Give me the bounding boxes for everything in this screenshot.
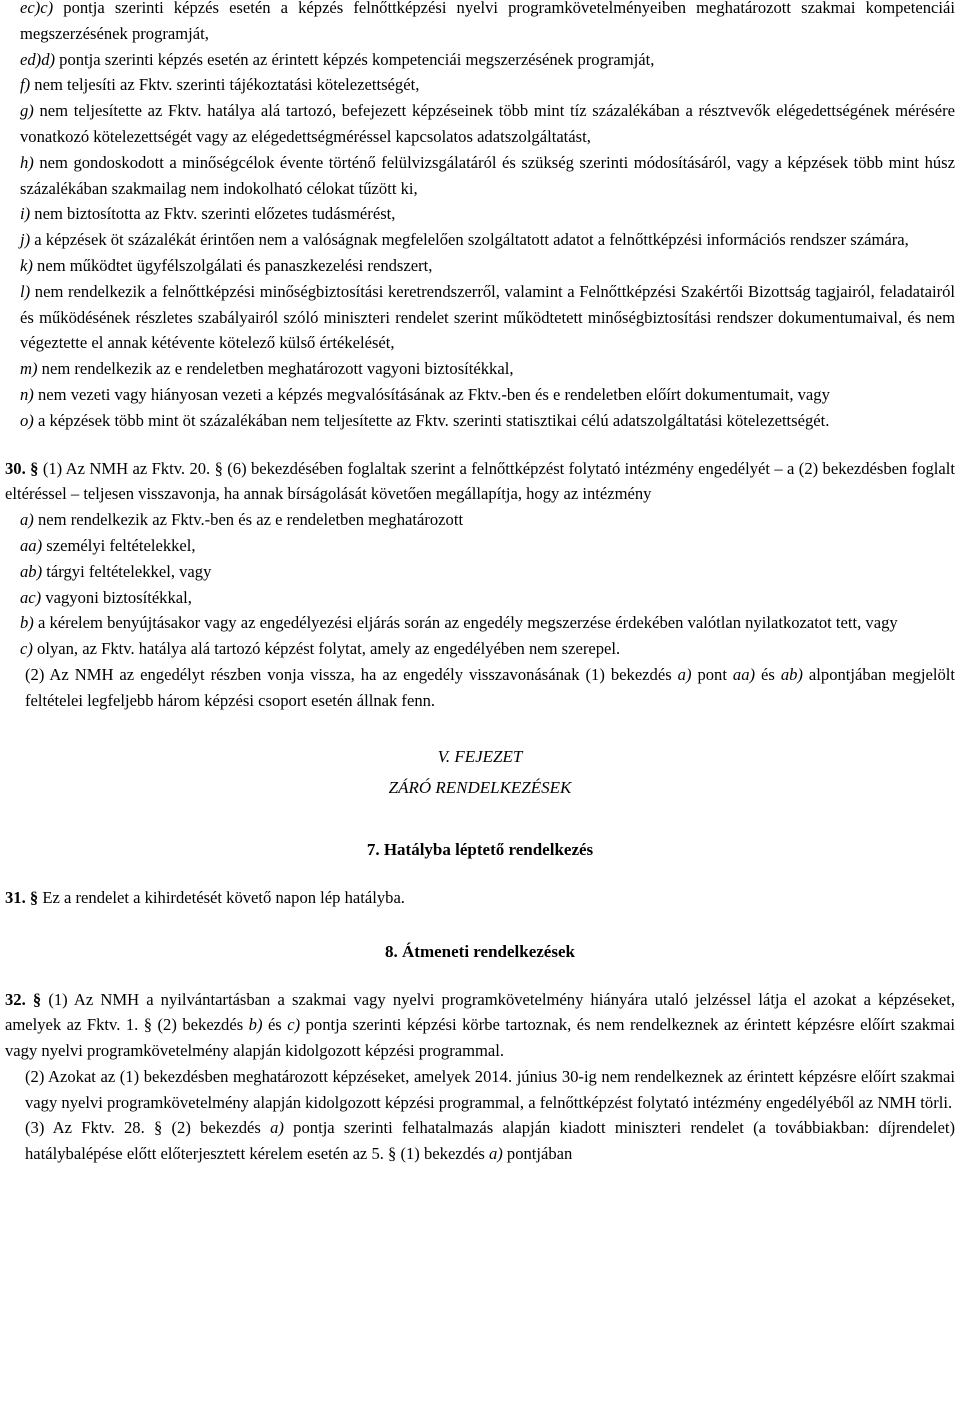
list-marker: aa) bbox=[20, 535, 43, 555]
list-text: nem rendelkezik a felnőttképzési minőségbiztosítási keretrendszerről, valamint a Felnőttképzési Szakértői Bizottság tagjairól, feladatairól és működésének részletes szabályairól szóló miniszteri rendelet szerint működtetett minőségbiztosítási rendszer dokumentumaival, és nem végeztette el annak kétévente kötelező külső értékelését, bbox=[20, 281, 955, 353]
list-marker: ed)d) bbox=[20, 49, 56, 69]
list-item bbox=[5, 98, 955, 150]
list-marker: ec)c) bbox=[20, 0, 54, 17]
list-item bbox=[5, 0, 955, 47]
text-run: a) bbox=[677, 664, 692, 684]
list-text: személyi feltételekkel, bbox=[42, 535, 196, 555]
text-run: ab) bbox=[780, 664, 803, 684]
section-30-paragraph-2 bbox=[5, 662, 955, 714]
section-number: 31. bbox=[5, 887, 26, 907]
section-32-paragraph-1 bbox=[5, 987, 955, 1064]
subtitle-7: 7. Hatályba léptető rendelkezés bbox=[366, 840, 594, 860]
section-text: (1) Az NMH az Fktv. 20. § (6) bekezdésében foglaltak szerint a felnőttképzést folytató intézmény engedélyét – a (2) bekezdésben foglalt eltéréssel – teljesen visszavonja, ha annak bírságolását követően megállapítja, hogy az intézmény bbox=[5, 458, 955, 504]
list-marker: ab) bbox=[20, 561, 43, 581]
text-run: pontja szerinti képzési körbe tartoznak, és nem rendelkeznek az érintett képzésre előírt szakmai vagy nyelvi programkövetelmény alapján kidolgozott képzési programmal. bbox=[5, 1015, 955, 1061]
text-run: (1) Az NMH a nyilvántartásban a szakmai vagy nyelvi programkövetelmény hiányára utaló jelzéssel látja el azokat a képzéseket, amelyek az Fktv. 1. § (2) bekezdés bbox=[5, 989, 956, 1035]
text-run: a) bbox=[488, 1144, 503, 1164]
list-text: nem vezeti vagy hiányosan vezeti a képzés megvalósításának az Fktv.-ben és e rendeletben előírt dokumentumait, vagy bbox=[33, 384, 830, 404]
list-item bbox=[5, 47, 955, 73]
list-marker: l) bbox=[20, 281, 31, 301]
section-32-paragraph-2: (2) Azokat az (1) bekezdésben meghatározott képzéseket, amelyek 2014. június 30-ig nem rendelkeznek az érintett képzésre előírt szakmai vagy nyelvi programkövetelmény alapján kidolgozott képzési programmal, a felnőttképzést folytató intézmény engedélyéből az NMH törli. bbox=[25, 1066, 955, 1112]
list-text: nem rendelkezik az e rendeletben meghatározott vagyoni biztosítékkal, bbox=[37, 359, 514, 379]
document-page bbox=[5, 0, 955, 1167]
list-text: nem rendelkezik az Fktv.-ben és az e rendeletben meghatározott bbox=[33, 510, 464, 530]
text-run: és bbox=[262, 1015, 288, 1035]
text-run: alpontjában megjelölt feltételei legfeljebb három képzési csoport esetén állnak fenn. bbox=[25, 664, 955, 710]
list-item bbox=[5, 227, 955, 253]
list-text: nem teljesíti az Fktv. szerinti tájékoztatási kötelezettségét, bbox=[30, 75, 420, 95]
list-text: vagyoni biztosítékkal, bbox=[41, 587, 192, 607]
list-item bbox=[5, 585, 955, 611]
section-number: 32. bbox=[5, 989, 26, 1009]
list-marker: k) bbox=[20, 255, 33, 275]
text-run: és bbox=[755, 664, 781, 684]
text-run: pontjában bbox=[502, 1144, 573, 1164]
list-marker: a) bbox=[20, 510, 34, 530]
list-item bbox=[5, 636, 955, 662]
chapter-title: ZÁRÓ RENDELKEZÉSEK bbox=[388, 778, 572, 798]
text-run: (2) Az NMH az engedélyt részben vonja vissza, ha az engedély visszavonásának (1) bekezdés bbox=[25, 664, 678, 684]
section-31 bbox=[5, 885, 955, 911]
section-sign: § bbox=[29, 887, 39, 907]
list-marker: j) bbox=[20, 230, 31, 250]
list-item bbox=[5, 253, 955, 279]
text-run: aa) bbox=[732, 664, 756, 684]
list-text: pontja szerinti képzés esetén a képzés felnőttképzési nyelvi programkövetelményeiben meghatározott szakmai kompetenciái megszerzésének programját, bbox=[20, 0, 955, 43]
list-text: a kérelem benyújtásakor vagy az engedélyezési eljárás során az engedély megszerzése érdekében valótlan nyilatkozatot tett, vagy bbox=[33, 613, 898, 633]
list-item bbox=[5, 279, 955, 356]
list-item bbox=[5, 408, 955, 434]
text-run: b) bbox=[248, 1015, 263, 1035]
list-marker: c) bbox=[20, 639, 33, 659]
list-item bbox=[5, 201, 955, 227]
list-marker: g) bbox=[20, 101, 34, 121]
text-run: (3) Az Fktv. 28. § (2) bekezdés bbox=[25, 1118, 271, 1138]
list-text: a képzések öt százalékát érintően nem a valóságnak megfelelően szolgáltatott adatot a felnőttképzési információs rendszer számára, bbox=[30, 230, 909, 250]
list-text: a képzések több mint öt százalékában nem teljesítette az Fktv. szerinti statisztikai célú adatszolgáltatási kötelezettségét. bbox=[33, 410, 830, 430]
section-sign: § bbox=[32, 989, 42, 1009]
text-run: pont bbox=[691, 664, 733, 684]
list-item bbox=[5, 72, 955, 98]
list-text: tárgyi feltételekkel, vagy bbox=[42, 561, 212, 581]
list-text: nem működtet ügyfélszolgálati és panaszkezelési rendszert, bbox=[32, 255, 433, 275]
list-marker: b) bbox=[20, 613, 34, 633]
text-run: pontja szerinti felhatalmazás alapján kiadott miniszteri rendelet (a továbbiakban: díjrendelet) hatálybalépése előtt előterjesztett kérelem esetén az 5. § (1) bekezdés bbox=[25, 1118, 955, 1164]
list-marker: h) bbox=[20, 152, 34, 172]
list-item bbox=[5, 356, 955, 382]
text-run: c) bbox=[287, 1015, 301, 1035]
list-item bbox=[5, 533, 955, 559]
list-marker: m) bbox=[20, 359, 38, 379]
list-item bbox=[5, 559, 955, 585]
list-marker: f) bbox=[20, 75, 31, 95]
list-text: olyan, az Fktv. hatálya alá tartozó képzést folytat, amely az engedélyében nem szerepel. bbox=[32, 639, 621, 659]
subtitle-8: 8. Átmeneti rendelkezések bbox=[385, 941, 575, 961]
section-sign: § bbox=[30, 458, 39, 478]
list-item bbox=[5, 610, 955, 636]
chapter-number: V. FEJEZET bbox=[437, 746, 523, 766]
list-marker: i) bbox=[20, 204, 31, 224]
text-run: a) bbox=[270, 1118, 284, 1138]
list-text: pontja szerinti képzés esetén az érintett képzés kompetenciái megszerzésének programját, bbox=[55, 49, 655, 69]
list-item bbox=[5, 507, 955, 533]
list-text: nem biztosította az Fktv. szerinti előzetes tudásmérést, bbox=[30, 204, 396, 224]
list-text: nem gondoskodott a minőségcélok évente történő felülvizsgálatáról és szükség szerinti módosításáról, vagy a képzések több mint húsz százalékában szakmailag nem indokolható célokat tűzött ki, bbox=[20, 152, 955, 198]
section-32-paragraph-3 bbox=[5, 1115, 955, 1167]
list-text: nem teljesítette az Fktv. hatálya alá tartozó, befejezett képzéseinek több mint tíz százalékában a résztvevők elégedettségének mérésére vonatkozó kötelezettségét vagy az elégedettségméréssel kapcsolatos adatszolgáltatást, bbox=[20, 101, 955, 146]
list-marker: ac) bbox=[20, 587, 42, 607]
section-30-paragraph-1 bbox=[5, 456, 955, 508]
list-marker: n) bbox=[20, 384, 34, 404]
list-marker: o) bbox=[20, 410, 34, 430]
list-item bbox=[5, 382, 955, 408]
list-item bbox=[5, 150, 955, 202]
section-text: Ez a rendelet a kihirdetését követő napon lép hatályba. bbox=[38, 887, 405, 907]
section-number: 30. bbox=[5, 458, 26, 478]
condition-list bbox=[5, 0, 955, 434]
